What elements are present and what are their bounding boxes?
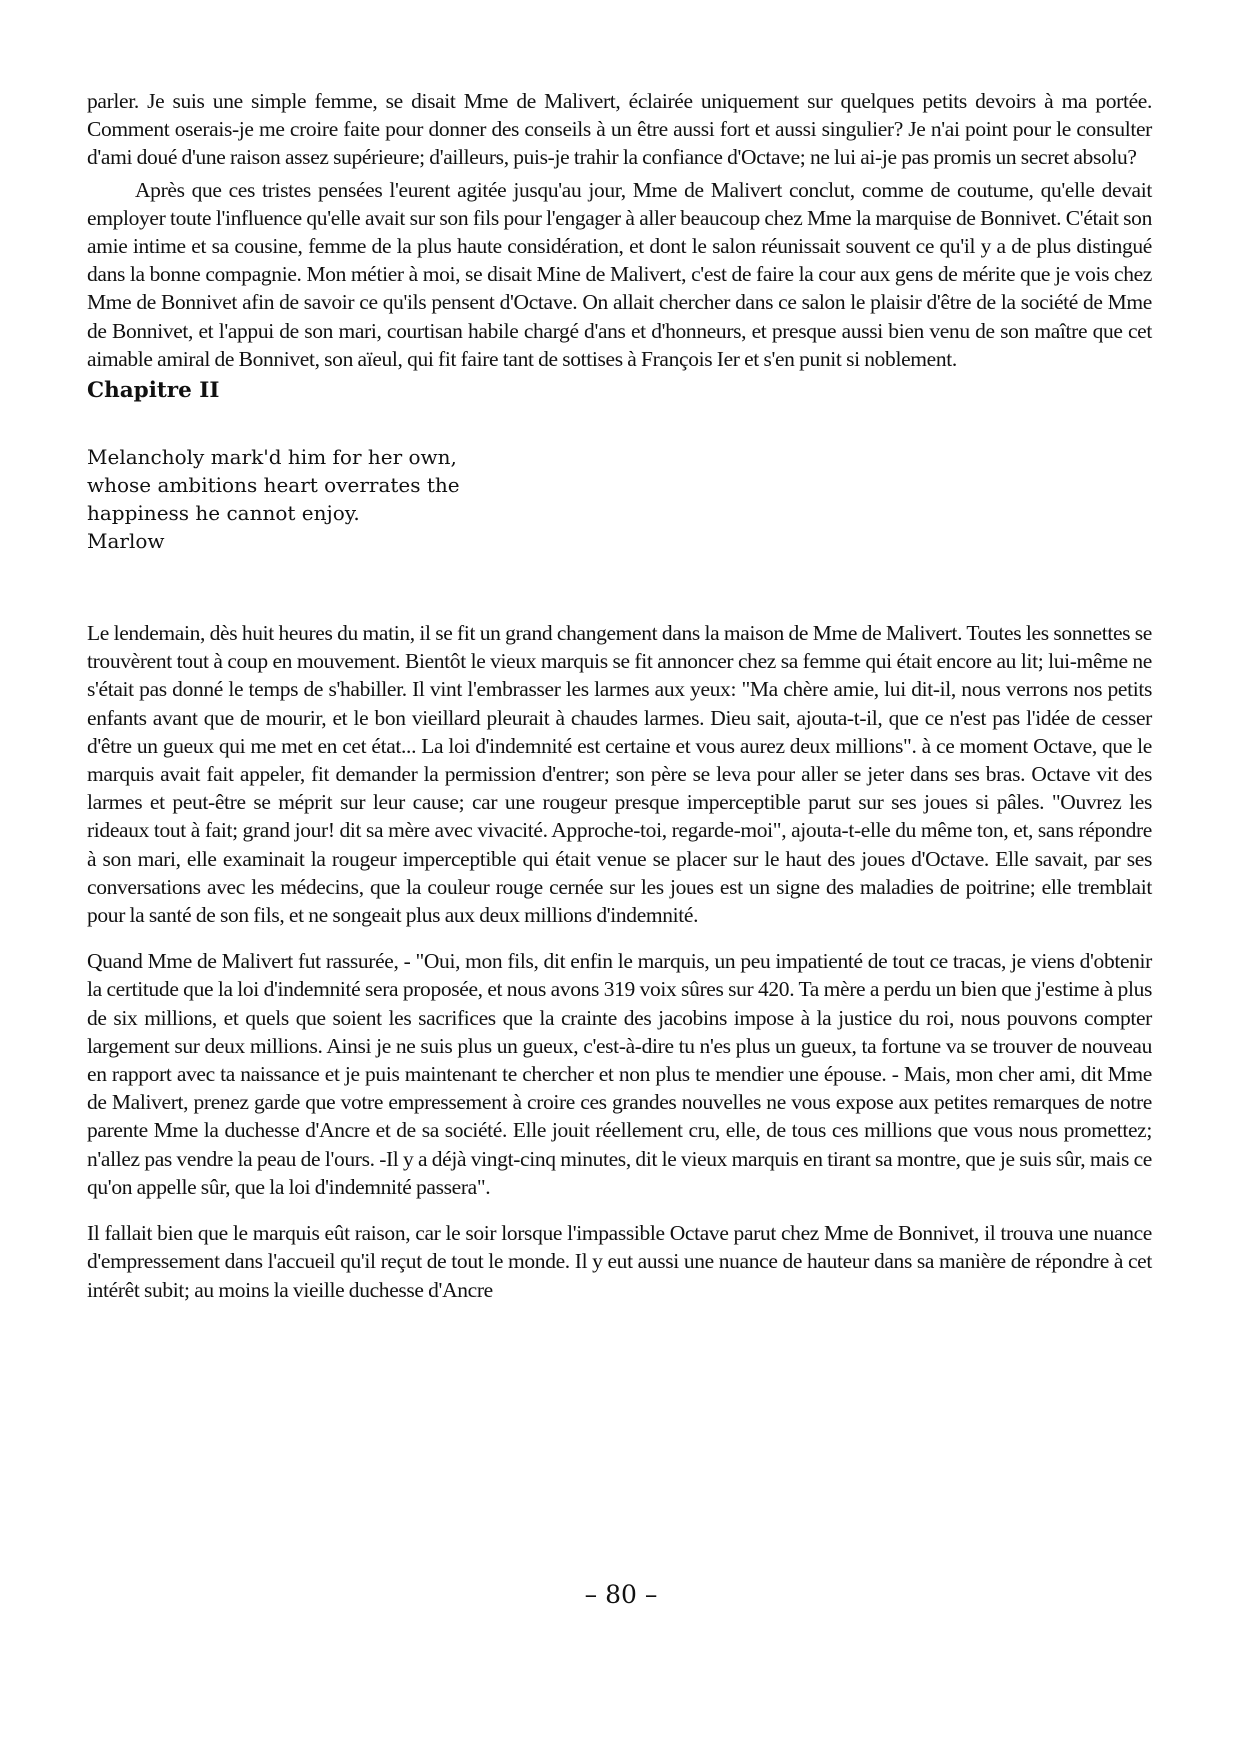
paragraph: Quand Mme de Malivert fut rassurée, - "Oui, mon fils, dit enfin le marquis, un peu impatienté de tout ce tracas, je viens d'obtenir la certitude que la loi d'indemnité sera proposée, et nous avons 319 voix sûres sur 420. Ta mère a perdu un bien que j'estime à plus de six millions, et quels que soient les sacrifices que la crainte des jacobins impose à la justice du roi, nous pouvons compter largement sur deux millions. Ainsi je ne suis plus un gueux, c'est-à-dire tu n'es plus un gueux, ta fortune va se trouver de nouveau en rapport avec ta naissance et je puis maintenant te chercher et non plus te mendier une épouse. - Mais, mon cher ami, dit Mme de Malivert, prenez garde que votre empressement à croire ces grandes nouvelles ne vous expose aux petites remarques de notre parente Mme la duchesse d'Ancre et de sa société. Elle jouit réellement cru, elle, de tous ces millions que vous nous promettez; n'allez pas vendre la peau de l'ours. -Il y a déjà vingt-cinq minutes, dit le vieux marquis en tirant sa montre, que je suis sûr, mais ce qu'on appelle sûr, que la loi d'indemnité passera". [87,949,1152,1199]
epigraph-line: happiness he cannot enjoy. [87,501,360,526]
epigraph-attribution: Marlow [87,529,165,554]
chapter-title: Chapitre II [87,378,220,404]
paragraph-continued: parler. Je suis une simple femme, se disait Mme de Malivert, éclairée uniquement sur quelques petits devoirs à ma portée. Comment oserais-je me croire faite pour donner des conseils à un être aussi fort et aussi singulier? Je n'ai point pour le consulter d'ami doué d'une raison assez supérieure; d'ailleurs, puis-je trahir la confiance d'Octave; ne lui ai-je pas promis un secret absolu? [87,89,1152,170]
paragraph-apres: Après que ces tristes pensées l'eurent agitée jusqu'au jour, Mme de Malivert conclut, comme de coutume, qu'elle devait employer toute l'influence qu'elle avait sur son fils pour l'engager à aller beaucoup chez Mme la marquise de Bonnivet. C'était son amie intime et sa cousine, femme de la plus haute considération, et dont le salon réunissait souvent ce qu'il y a de plus distingué dans la bonne compagnie. Mon métier à moi, se disait Mine de Malivert, c'est de faire la cour aux gens de mérite que je vois chez Mme de Bonnivet afin de savoir ce qu'ils pensent d'Octave. On allait chercher dans ce salon le plaisir d'être de la société de Mme de Bonnivet, et l'appui de son mari, courtisan habile chargé d'ans et d'honneurs, et presque aussi bien venu de son maître que cet aimable amiral de Bonnivet, son aïeul, qui fit faire tant de sottises à François Ier et s'en punit si noblement. [87,177,1152,371]
paragraph: Il fallait bien que le marquis eût raison, car le soir lorsque l'impassible Octave parut chez Mme de Bonnivet, il trouva une nuance d'empressement dans l'accueil qu'il reçut de tout le monde. Il y eut aussi une nuance de hauteur dans sa manière de répondre à cet intérêt subit; au moins la vieille duchesse d'Ancre [87,1221,1152,1302]
epigraph [87,443,1152,555]
document-page [87,87,1152,1304]
epigraph-line: whose ambitions heart overrates the [87,473,460,498]
epigraph-line: Melancholy mark'd him for her own, [87,445,457,470]
paragraph: Le lendemain, dès huit heures du matin, il se fit un grand changement dans la maison de Mme de Malivert. Toutes les sonnettes se trouvèrent tout à coup en mouvement. Bientôt le vieux marquis se fit annoncer chez sa femme qui était encore au lit; lui-même ne s'était pas donné le temps de s'habiller. Il vint l'embrasser les larmes aux yeux: "Ma chère amie, lui dit-il, nous verrons nos petits enfants avant que de mourir, et le bon vieillard pleurait à chaudes larmes. Dieu sait, ajouta-t-il, que ce n'est pas l'idée de cesser d'être un gueux qui me met en cet état... La loi d'indemnité est certaine et vous aurez deux millions". à ce moment Octave, que le marquis avait fait appeler, fit demander la permission d'entrer; son père se leva pour aller se jeter dans ses bras. Octave vit des larmes et peut-être se méprit sur leur cause; car une rougeur presque imperceptible parut sur ses joues si pâles. "Ouvrez les rideaux tout à fait; grand jour! dit sa mère avec vivacité. Approche-toi, regarde-moi", ajouta-t-elle du même ton, et, sans répondre à son mari, elle examinait la rougeur imperceptible qui était venue se placer sur le haut des joues d'Octave. Elle savait, par ses conversations avec les médecins, que la couleur rouge cernée sur les joues est un signe des maladies de poitrine; elle tremblait pour la santé de son fils, et ne songeait plus aux deux millions d'indemnité. [87,621,1152,928]
page-number: – 80 – [584,1580,658,1609]
